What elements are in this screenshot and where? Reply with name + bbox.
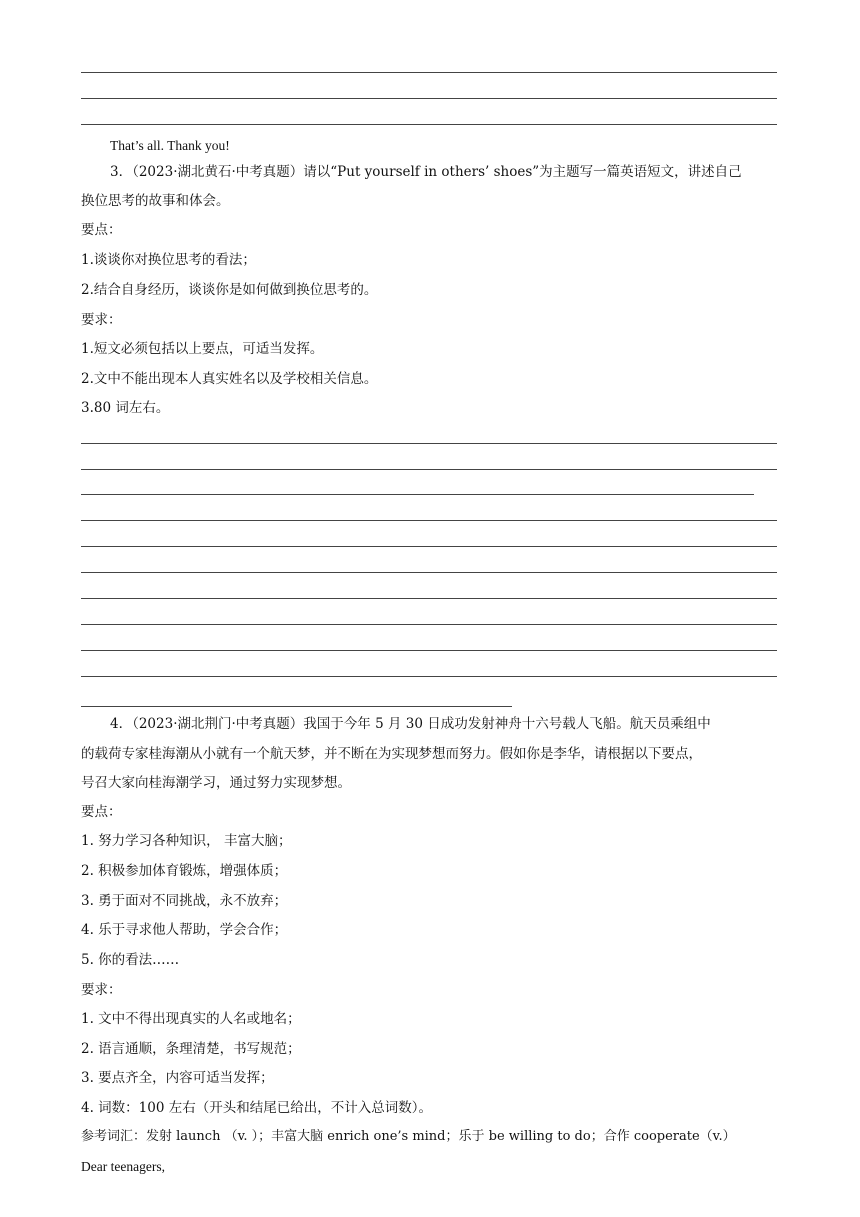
q4-vocab: 参考词汇：发射 launch （v. ）；丰富大脑 enrich one’s mind；乐于 be willing to do；合作 cooperate（v.） — [81, 1129, 736, 1144]
answer-line — [81, 124, 777, 125]
answer-line — [81, 494, 754, 495]
answer-line — [81, 598, 777, 599]
answer-line — [81, 98, 777, 99]
q4-req: 4. 词数：100 左右（开头和结尾已给出，不计入总词数）。 — [81, 1100, 432, 1116]
answer-line — [81, 572, 777, 573]
q4-salutation: Dear teenagers, — [81, 1159, 165, 1174]
answer-line — [81, 650, 777, 651]
q3-point: 2.结合自身经历，谈谈你是如何做到换位思考的。 — [81, 282, 378, 298]
answer-line — [81, 546, 777, 547]
closing-text: That’s all. Thank you! — [110, 138, 230, 153]
q4-req: 3. 要点齐全，内容可适当发挥； — [81, 1070, 274, 1086]
q4-point: 2. 积极参加体育锻炼，增强体质； — [81, 863, 288, 879]
q3-line-1: 3．（2023·湖北黄石·中考真题）请以“Put yourself in others’ shoes”为主题写一篇英语短文，讲述自己 — [110, 164, 742, 180]
answer-line — [81, 676, 777, 677]
q3-req: 1.短文必须包括以上要点，可适当发挥。 — [81, 341, 324, 357]
q4-req-label: 要求： — [81, 982, 122, 998]
q4-line-1: 4．（2023·湖北荆门·中考真题）我国于今年 5 月 30 日成功发射神舟十六号载人飞船。航天员乘组中 — [110, 716, 711, 732]
q4-line-3: 号召大家向桂海潮学习，通过努力实现梦想。 — [81, 775, 351, 791]
q4-line-2: 的载荷专家桂海潮从小就有一个航天梦，并不断在为实现梦想而努力。假如你是李华，请根据以下要点， — [81, 746, 702, 762]
q4-point: 4. 乐于寻求他人帮助，学会合作； — [81, 922, 288, 938]
q4-points-label: 要点： — [81, 804, 122, 820]
q3-req: 3.80 词左右。 — [81, 400, 170, 416]
answer-line — [81, 624, 777, 625]
q3-point: 1.谈谈你对换位思考的看法； — [81, 252, 256, 268]
answer-line — [81, 520, 777, 521]
q4-point: 5. 你的看法…… — [81, 952, 180, 968]
q3-points-label: 要点： — [81, 222, 122, 238]
answer-line — [81, 72, 777, 73]
q3-req-label: 要求： — [81, 312, 122, 328]
answer-line — [81, 469, 777, 470]
q4-req: 1. 文中不得出现真实的人名或地名； — [81, 1011, 301, 1027]
q3-req: 2.文中不能出现本人真实姓名以及学校相关信息。 — [81, 371, 378, 387]
q3-line-2: 换位思考的故事和体会。 — [81, 193, 230, 209]
answer-line — [81, 706, 512, 707]
answer-line — [81, 443, 777, 444]
q4-point: 1. 努力学习各种知识， 丰富大脑； — [81, 833, 292, 849]
q4-point: 3. 勇于面对不同挑战，永不放弃； — [81, 893, 288, 909]
q4-req: 2. 语言通顺，条理清楚，书写规范； — [81, 1041, 301, 1057]
